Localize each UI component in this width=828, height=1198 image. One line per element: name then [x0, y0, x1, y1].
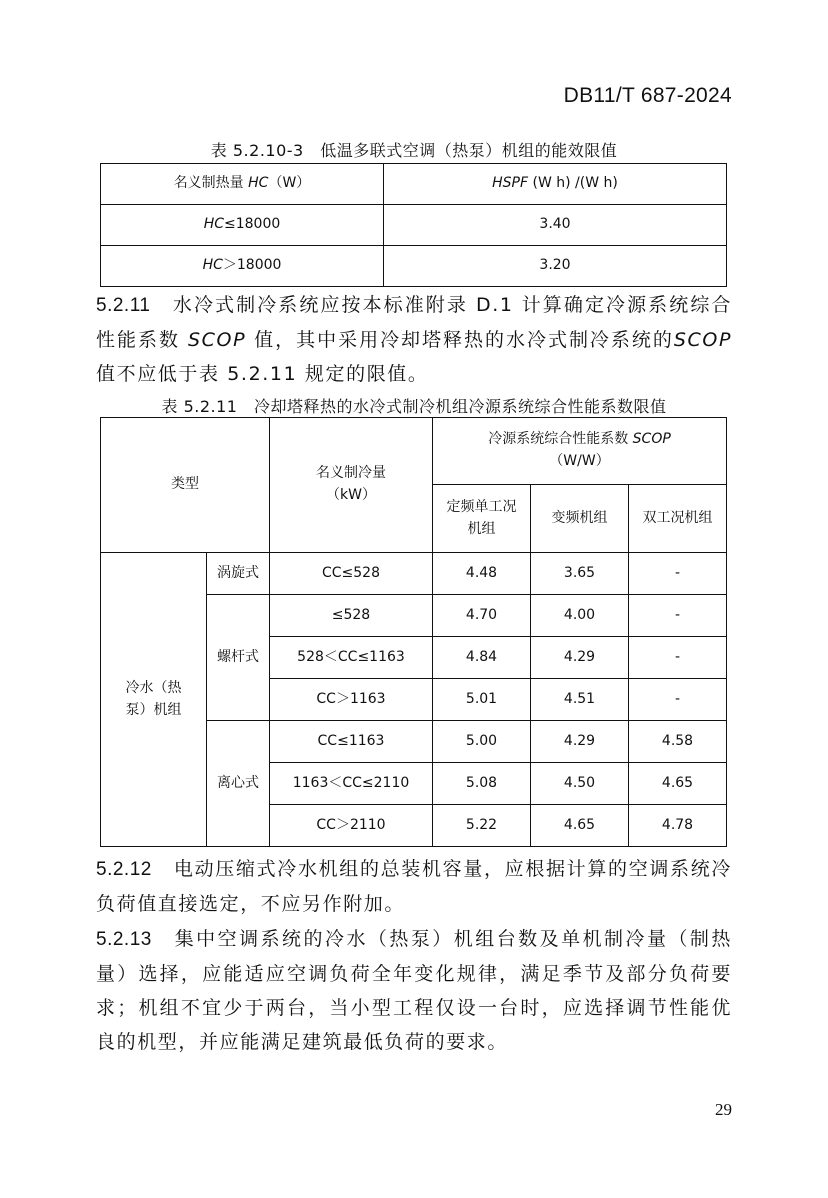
- header-scop: 冷源系统综合性能系数 SCOP （W/W）: [433, 418, 727, 485]
- fixed-value-cell: 4.70: [433, 595, 531, 637]
- fixed-value-cell: 4.84: [433, 637, 531, 679]
- variable-value-cell: 4.29: [531, 637, 629, 679]
- fixed-value-cell: 4.48: [433, 553, 531, 595]
- capacity-cell: CC≤528: [270, 553, 433, 595]
- clause-5-2-13: 5.2.13 集中空调系统的冷水（热泵）机组台数及单机制冷量（制热量）选择，应能适应空调负荷全年变化规律，满足季节及部分负荷要求；机组不宜少于两台，当小型工程仅设一台时，应选择调节性能优良的机型，并应能满足建筑最低负荷的要求。: [96, 928, 732, 1053]
- page-number: 29: [715, 1100, 732, 1119]
- hspf-value-cell: 3.40: [384, 205, 727, 246]
- variable-value-cell: 3.65: [531, 553, 629, 595]
- fixed-value-cell: 5.00: [433, 721, 531, 763]
- header-capacity: 名义制冷量 （kW）: [270, 418, 433, 553]
- clause-5-2-11: 5.2.11 水冷式制冷系统应按本标准附录 D.1 计算确定冷源系统综合性能系数 SCOP 值，其中采用冷却塔释热的水冷式制冷系统的SCOP 值不应低于表 5.2.11 规定的限值。: [96, 294, 733, 385]
- fixed-value-cell: 5.22: [433, 805, 531, 847]
- variable-value-cell: 4.00: [531, 595, 629, 637]
- dual-value-cell: 4.78: [629, 805, 727, 847]
- group-scroll: 涡旋式: [207, 553, 270, 595]
- dual-value-cell: 4.65: [629, 763, 727, 805]
- variable-value-cell: 4.29: [531, 721, 629, 763]
- header-hspf: HSPF (W h) /(W h): [384, 164, 727, 205]
- capacity-cell: CC＞1163: [270, 679, 433, 721]
- header-fixed-frequency: 定频单工况 机组: [433, 485, 531, 553]
- dual-value-cell: -: [629, 637, 727, 679]
- header-dual-condition: 双工况机组: [629, 485, 727, 553]
- table2-caption: 表 5.2.11 冷却塔释热的水冷式制冷机组冷源系统综合性能系数限值: [161, 397, 667, 416]
- header-heating-capacity: 名义制热量 HC（W）: [101, 164, 384, 205]
- dual-value-cell: -: [629, 679, 727, 721]
- group-centrifugal: 离心式: [207, 721, 270, 847]
- capacity-cell: 1163＜CC≤2110: [270, 763, 433, 805]
- scop-limit-table: [100, 417, 727, 847]
- clause-5-2-12: 5.2.12 电动压缩式冷水机组的总装机容量，应根据计算的空调系统冷负荷值直接选定，不应另作附加。: [96, 858, 732, 915]
- dual-value-cell: -: [629, 553, 727, 595]
- fixed-value-cell: 5.08: [433, 763, 531, 805]
- table-header-row: [101, 164, 727, 205]
- group-screw: 螺杆式: [207, 595, 270, 721]
- capacity-cell: 528＜CC≤1163: [270, 637, 433, 679]
- capacity-cell: CC≤1163: [270, 721, 433, 763]
- table-header-row: [101, 418, 727, 485]
- table-row: [101, 205, 727, 246]
- energy-limit-table: [100, 163, 727, 287]
- document-code: DB11/T 687-2024: [563, 84, 732, 107]
- variable-value-cell: 4.50: [531, 763, 629, 805]
- heating-capacity-cell: HC＞18000: [101, 246, 384, 287]
- header-type: 类型: [101, 418, 270, 553]
- header-variable-frequency: 变频机组: [531, 485, 629, 553]
- capacity-cell: CC＞2110: [270, 805, 433, 847]
- table1-caption: 表 5.2.10-3 低温多联式空调（热泵）机组的能效限值: [210, 141, 618, 160]
- hspf-value-cell: 3.20: [384, 246, 727, 287]
- capacity-cell: ≤528: [270, 595, 433, 637]
- dual-value-cell: 4.58: [629, 721, 727, 763]
- dual-value-cell: -: [629, 595, 727, 637]
- variable-value-cell: 4.51: [531, 679, 629, 721]
- variable-value-cell: 4.65: [531, 805, 629, 847]
- category-cell: 冷水（热 泵）机组: [101, 553, 207, 847]
- heating-capacity-cell: HC≤18000: [101, 205, 384, 246]
- table-row: [101, 246, 727, 287]
- table-row: [101, 553, 727, 595]
- fixed-value-cell: 5.01: [433, 679, 531, 721]
